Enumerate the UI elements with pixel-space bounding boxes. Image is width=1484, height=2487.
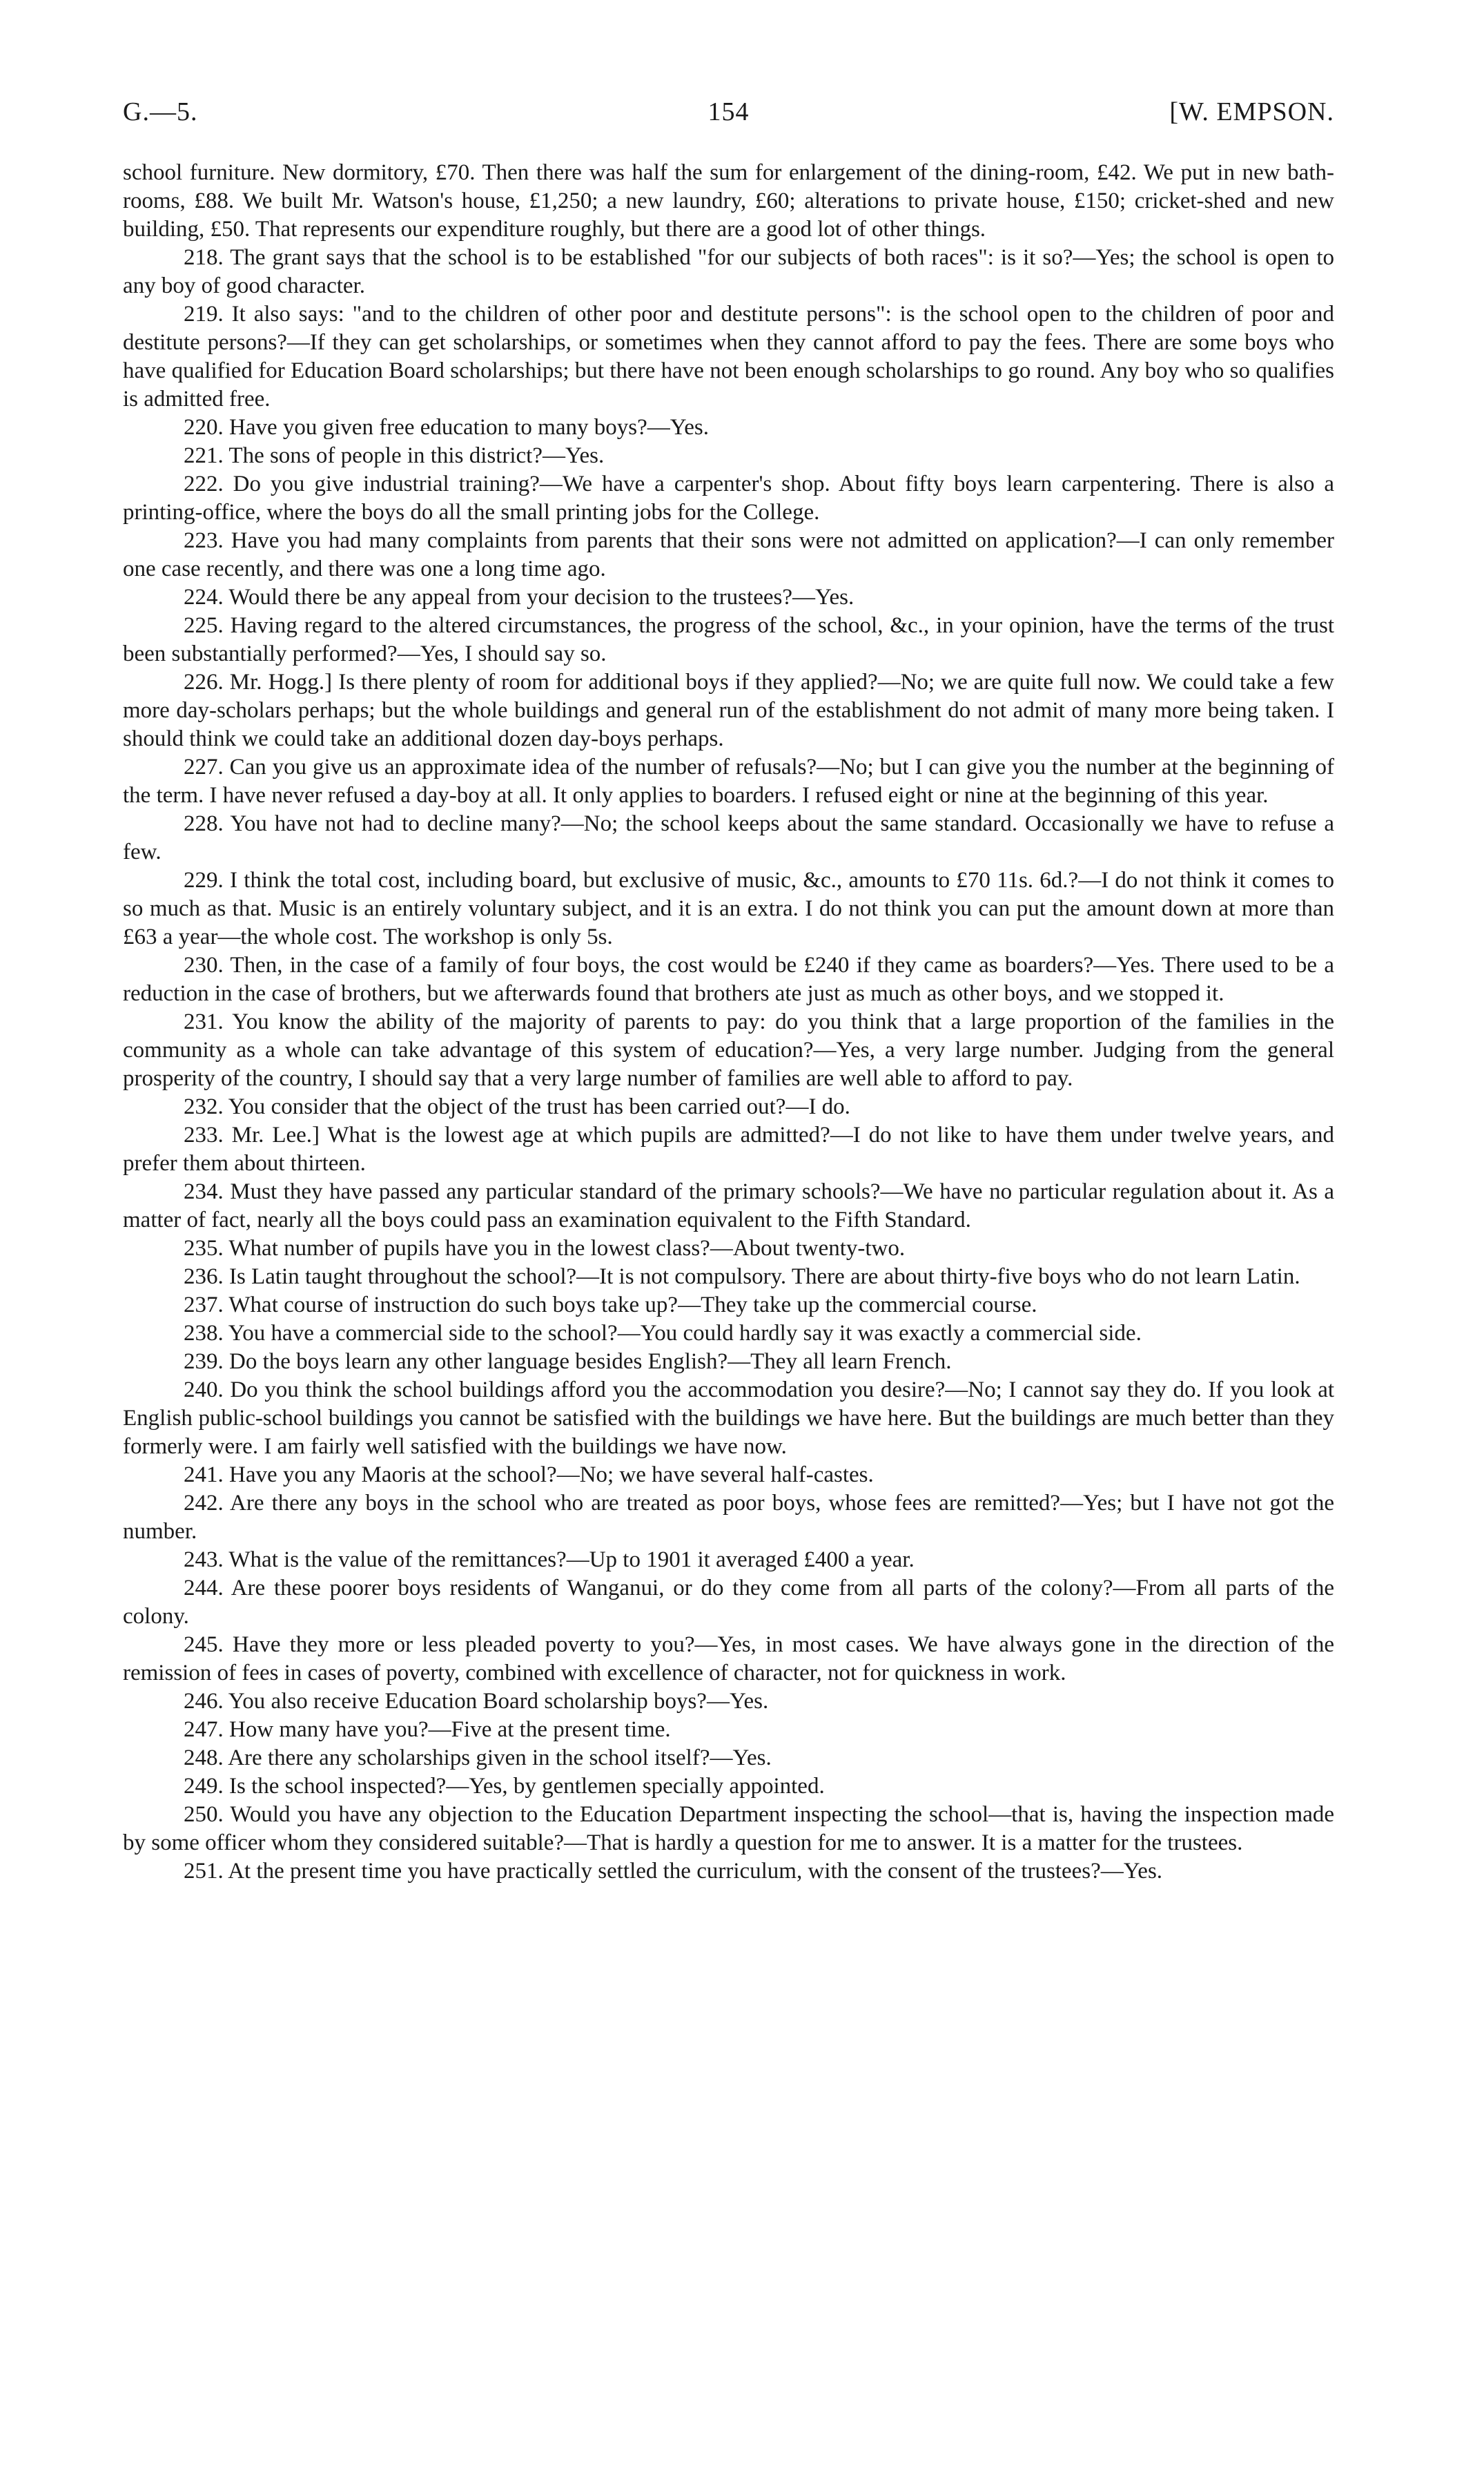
evidence-paragraph <box>123 951 1334 1008</box>
question-text: Are there any scholarships given in the school itself?—Yes. <box>228 1745 772 1770</box>
evidence-paragraph <box>123 470 1334 527</box>
question-text: Having regard to the altered circumstances, the progress of the school, &c., in your opinion, have the terms of the trust been substantially performed?—Yes, I should say so. <box>123 613 1335 666</box>
question-text: Have they more or less pleaded poverty to you?—Yes, in most cases. We have always gone in the direction of the remission of fees in cases of poverty, combined with excellence of character, not for quickness in work. <box>123 1632 1335 1685</box>
evidence-paragraph <box>123 668 1334 753</box>
question-text: You have not had to decline many?—No; the school keeps about the same standard. Occasionally we have to refuse a few. <box>123 811 1334 864</box>
question-number: 225. <box>184 613 231 638</box>
evidence-paragraph <box>123 1291 1334 1319</box>
question-number: 227. <box>184 755 230 780</box>
evidence-paragraph <box>123 1631 1334 1687</box>
evidence-paragraph <box>123 1716 1334 1744</box>
question-text: You know the ability of the majority of parents to pay: do you think that a large proportion of the families in the community as a whole can take advantage of this system of education?—Yes, a very large number. Judging from the general prosperity of the country, I should say that a very large number of families are well able to afford to pay. <box>123 1009 1334 1091</box>
question-number: 234. <box>184 1179 231 1204</box>
question-number: 241. <box>184 1462 229 1487</box>
evidence-paragraph <box>123 1348 1334 1376</box>
question-text: How many have you?—Five at the present time. <box>229 1717 671 1742</box>
evidence-paragraph <box>123 1178 1334 1235</box>
witness-name: [W. EMPSON. <box>1169 97 1334 126</box>
question-text: The sons of people in this district?—Yes. <box>228 443 605 468</box>
question-number: 251. <box>184 1859 228 1884</box>
question-number: 219. <box>184 302 232 327</box>
question-text: Would there be any appeal from your decision to the trustees?—Yes. <box>228 585 855 610</box>
question-number: 222. <box>184 472 233 496</box>
evidence-paragraph <box>123 583 1334 612</box>
question-number: 238. <box>184 1321 228 1346</box>
question-text: Would you have any objection to the Education Department inspecting the school—that is, having the inspection made by some officer whom they considered suitable?—That is hardly a question for me to answer. It is a matter for the trustees. <box>123 1802 1335 1855</box>
question-text: What number of pupils have you in the lowest class?—About twenty-two. <box>228 1236 906 1261</box>
question-text: Must they have passed any particular standard of the primary schools?—We have no particular regulation about it. As a matter of fact, nearly all the boys could pass an examination equivalent to the Fifth Standard. <box>123 1179 1334 1232</box>
evidence-paragraph <box>123 1857 1334 1886</box>
question-text: Are these poorer boys residents of Wanganui, or do they come from all parts of the colony?—From all parts of the colony. <box>123 1576 1334 1629</box>
question-number: 224. <box>184 585 229 610</box>
evidence-paragraph <box>123 612 1334 668</box>
question-number: 223. <box>184 528 231 553</box>
question-text: Have you given free education to many boys?—Yes. <box>229 415 709 440</box>
question-text: You also receive Education Board scholarship boys?—Yes. <box>228 1689 769 1714</box>
evidence-paragraph <box>123 244 1334 300</box>
evidence-paragraph <box>123 1801 1334 1857</box>
evidence-paragraph <box>123 1263 1334 1291</box>
evidence-paragraph <box>123 527 1334 583</box>
evidence-paragraph <box>123 300 1334 414</box>
evidence-paragraph <box>123 1093 1334 1121</box>
evidence-paragraph <box>123 1772 1334 1801</box>
evidence-paragraph <box>123 1546 1334 1574</box>
evidence-paragraph <box>123 1008 1334 1093</box>
question-text: Do you think the school buildings afford you the accommodation you desire?—No; I cannot say they do. If you look at English public-school buildings you cannot be satisfied with the buildings we have here. But the buildings are much better than they formerly were. I am fairly well satisfied with the buildings we have now. <box>123 1377 1335 1459</box>
question-text: What is the value of the remittances?—Up to 1901 it averaged £400 a year. <box>228 1547 915 1572</box>
evidence-paragraph <box>123 810 1334 867</box>
question-number: 245. <box>184 1632 233 1657</box>
page-number: 154 <box>707 97 750 126</box>
question-text: You consider that the object of the trust has been carried out?—I do. <box>228 1094 850 1119</box>
question-number: 228. <box>184 811 231 836</box>
question-text: At the present time you have practically settled the curriculum, with the consent of the trustees?—Yes. <box>228 1859 1163 1884</box>
question-text: Is Latin taught throughout the school?—It is not compulsory. There are about thirty-five boys who do not learn Latin. <box>229 1264 1300 1289</box>
question-text: You have a commercial side to the school?—You could hardly say it was exactly a commercial side. <box>228 1321 1142 1346</box>
evidence-paragraph <box>123 1376 1334 1461</box>
question-number: 242. <box>184 1491 231 1516</box>
question-number: 233. <box>184 1123 232 1148</box>
question-number: 230. <box>184 953 231 978</box>
question-number: 236. <box>184 1264 229 1289</box>
question-text: Have you any Maoris at the school?—No; we have several half-castes. <box>229 1462 874 1487</box>
evidence-paragraph <box>123 1744 1334 1772</box>
evidence-paragraph <box>123 1121 1334 1178</box>
question-text: Mr. Hogg.] Is there plenty of room for additional boys if they applied?—No; we are quite full now. We could take a few more day-scholars perhaps; but the whole buildings and general run of the establishment do not admit of many more being taken. I should think we could take an additional dozen day-boys perhaps. <box>123 670 1334 751</box>
question-number: 244. <box>184 1576 231 1600</box>
question-number: 218. <box>184 245 231 270</box>
question-number: 229. <box>184 868 231 893</box>
question-text: Are there any boys in the school who are treated as poor boys, whose fees are remitted?—Yes; but I have not got the number. <box>123 1491 1334 1544</box>
question-number: 250. <box>184 1802 231 1827</box>
question-text: It also says: "and to the children of other poor and destitute persons": is the school open to the children of poor and destitute persons?—If they can get scholarships, or sometimes when they cannot afford to pay the fees. There are some boys who have qualified for Education Board scholarships; but there have not been enough scholarships to go round. Any boy who so qualifies is admitted free. <box>123 302 1334 412</box>
question-number: 243. <box>184 1547 229 1572</box>
question-text: What course of instruction do such boys take up?—They take up the commercial course. <box>228 1293 1037 1317</box>
question-number: 248. <box>184 1745 228 1770</box>
evidence-paragraph <box>123 1489 1334 1546</box>
evidence-paragraph <box>123 1687 1334 1716</box>
evidence-paragraph <box>123 442 1334 470</box>
question-number: 249. <box>184 1774 229 1799</box>
evidence-paragraph <box>123 867 1334 951</box>
question-number: 237. <box>184 1293 229 1317</box>
question-number: 235. <box>184 1236 229 1261</box>
question-text: I think the total cost, including board, but exclusive of music, &c., amounts to £70 11s. 6d.?—I do not think it comes to so much as that. Music is an entirely voluntary subject, and it is an extra. I do not think you can put the amount down at more than £63 a year—the whole cost. The workshop is only 5s. <box>123 868 1335 949</box>
evidence-paragraph <box>123 1461 1334 1489</box>
evidence-text <box>123 159 1334 1886</box>
question-text: Have you had many complaints from parents that their sons were not admitted on application?—I can only remember one case recently, and there was one a long time ago. <box>123 528 1335 581</box>
question-text: The grant says that the school is to be established "for our subjects of both races": is it so?—Yes; the school is open to any boy of good character. <box>123 245 1334 298</box>
question-number: 221. <box>184 443 229 468</box>
question-number: 240. <box>184 1377 231 1402</box>
question-text: Do you give industrial training?—We have a carpenter's shop. About fifty boys learn carpentering. There is also a printing-office, where the boys do all the small printing jobs for the College. <box>123 472 1335 525</box>
question-number: 226. <box>184 670 230 695</box>
evidence-paragraph <box>123 1235 1334 1263</box>
page-header <box>123 97 1334 138</box>
evidence-paragraph <box>123 753 1334 810</box>
question-number: 220. <box>184 415 229 440</box>
question-number: 239. <box>184 1349 229 1374</box>
evidence-paragraph <box>123 414 1334 442</box>
document-page <box>123 97 1334 1886</box>
question-number: 246. <box>184 1689 228 1714</box>
evidence-paragraph <box>123 159 1334 244</box>
question-text: school furniture. New dormitory, £70. Then there was half the sum for enlargement of the dining-room, £42. We put in new bath-rooms, £88. We built Mr. Watson's house, £1,250; a new laundry, £60; alterations to private house, £150; cricket-shed and new building, £50. That represents our expenditure roughly, but there are a good lot of other things. <box>123 160 1334 242</box>
question-number: 232. <box>184 1094 228 1119</box>
question-text: Do the boys learn any other language besides English?—They all learn French. <box>229 1349 952 1374</box>
question-text: Is the school inspected?—Yes, by gentlemen specially appointed. <box>229 1774 825 1799</box>
question-number: 231. <box>184 1009 233 1034</box>
paper-reference: G.—5. <box>123 97 198 126</box>
question-text: Mr. Lee.] What is the lowest age at which pupils are admitted?—I do not like to have them under twelve years, and prefer them about thirteen. <box>123 1123 1334 1176</box>
question-number: 247. <box>184 1717 229 1742</box>
question-text: Then, in the case of a family of four boys, the cost would be £240 if they came as boarders?—Yes. There used to be a reduction in the case of brothers, but we afterwards found that brothers ate just as much as other boys, and we stopped it. <box>123 953 1334 1006</box>
question-text: Can you give us an approximate idea of the number of refusals?—No; but I can give you the number at the beginning of the term. I have never refused a day-boy at all. It only applies to boarders. I refused eight or nine at the beginning of this year. <box>123 755 1334 808</box>
evidence-paragraph <box>123 1319 1334 1348</box>
evidence-paragraph <box>123 1574 1334 1631</box>
